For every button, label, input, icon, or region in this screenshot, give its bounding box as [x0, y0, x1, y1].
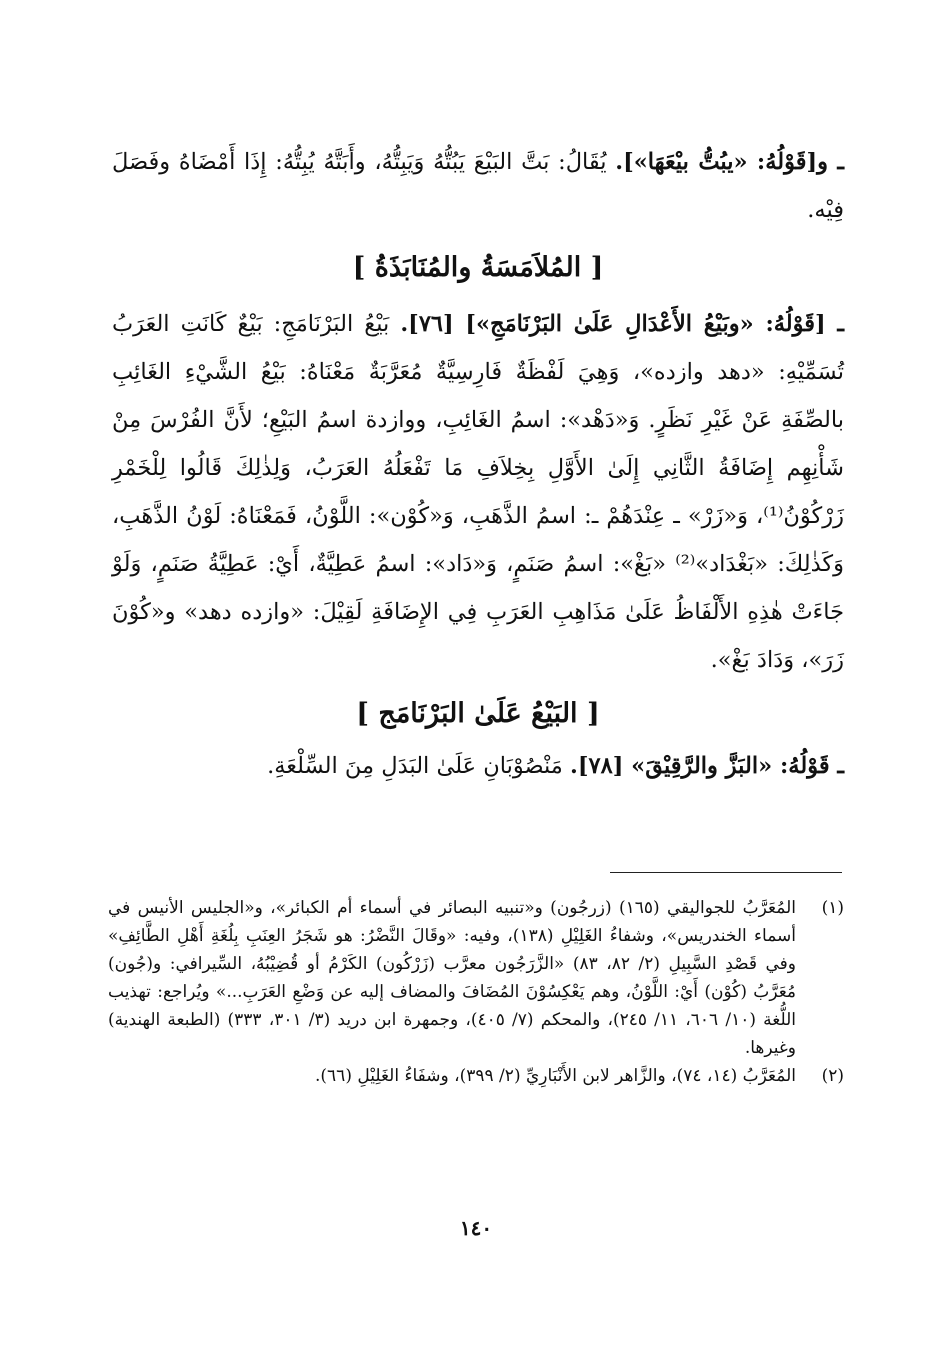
- paragraph-bazz-raqiq: [112, 742, 844, 790]
- footnote-number: (٢): [821, 1066, 844, 1086]
- footnote-text: المُعَرَّبُ للجواليقي (١٦٥) (زرجُون) و«تنبيه البصائر في أسماء أم الكبائر»، و«الجليس الأنيس في أسماء الخندريس»، وشفاءُ الغَلِيْلِ (١٣٨)، وفيه: «وقَالَ النَّضْرُ: هو شَجَرُ العِنَبِ بِلُغَةِ أَهْلِ الطَّائِفِ» وفي قَصْدِ السَّبِيلِ (٢/ ٨٢، ٨٣) «الزَّرَجُون معرَّب (زَرْكُون) الكَرْمُ أو قُضِيْبُهُ، السِّيرافي: و(جُون) مُعَرَّبُ (كُوْن) أَيْ: اللَّوْنُ، وهم يَعْكِسُوْنَ المُضَافَ والمضاف إليه عن وَضْعِ العَرَبِ...» ويُراجع: تهذيب اللُّغة (١٠/ ٦٠٦، ١١/ ٢٤٥)، والمحكم (٧/ ٤٠٥)، وجمهرة ابن دريد (٣/ ٣٠١، ٣٣٣) (الطبعة الهندية) وغيرها.: [108, 898, 797, 1058]
- section-heading-bay-barnamaj: [ البَيْعُ عَلَىٰ البَرْنَامَج ]: [356, 698, 600, 729]
- page-number: ١٤٠: [459, 1216, 493, 1240]
- paragraph-lead: ـ قَوْلُهُ: «البَزَّ والرَّقِيْقَ» [٧٨].: [570, 753, 844, 779]
- footnote-2: [108, 1062, 844, 1090]
- paragraph-text: مَنْصُوْبَانِ عَلَىٰ البَدَلِ مِنَ السِّلْعَةِ.: [267, 753, 563, 779]
- paragraph-text: يُقَالُ: بَتَّ البَيْعَ يَبُتُّهُ وَيَبِتُّهُ، وأَبَتَّهُ يُبِتُّهُ: إِذَا أَمْضَاهُ وفَصَلَ فِيْه.: [112, 149, 844, 223]
- section-heading-mulamasa: [ المُلاَمَسَةُ والمُنَابَذَةُ ]: [352, 252, 604, 283]
- paragraph-bat-al-bay: [112, 138, 844, 234]
- paragraph-text: بَيْعُ البَرْنَامَجِ: بَيْعٌ كَانَتِ العَرَبُ تُسَمِّيْهِ: «دهد وازده»، وَهِيَ لَفْظَةٌ فَارِسِيَّةٌ مُعَرَّبَةٌ مَعْنَاهُ: بَيْعُ الشَّيْءِ الغَائِبِ بالصِّفَةِ عَنْ غَيْرِ نَظَرٍ. وَ«دَهْد»: اسمُ الغَائِبِ، ووازدة اسمُ البَيْعِ؛ لأَنَّ الفُرْسَ مِنْ شَأْنِهِم إِضَافَةُ الثَّانِي إِلَىٰ الأَوَّلِ بِخِلاَفِ مَا تَفْعَلُهُ العَرَبُ، وَلِذٰلِكَ قَالُوا لِلْخَمْرِ زَرْكُوْنُ⁽¹⁾، وَ«زَرْ» ـ عِنْدَهُمْ ـ: اسمُ الذَّهَبِ، وَ«كُوْن»: اللَّوْنُ، فَمَعْنَاهُ: لَوْنُ الذَّهَبِ، وَكَذٰلِكَ: «بَغْدَاد»⁽²⁾ «بَغْ»: اسمُ صَنَمٍ، وَ«دَاد»: اسمُ عَطِيَّةٌ، أَيْ: عَطِيَّةُ صَنَمٍ، وَلَوْ جَاءَتْ هٰذِهِ الأَلْفَاظُ عَلَىٰ مَذَاهِبِ العَرَبِ فِي الإِضَافَةِ لَقِيْلَ: «وازده دهد» و«كُوْنَ زَرَ»، وَدَادَ بَغْ».: [112, 311, 844, 673]
- main-text: [112, 138, 844, 790]
- paragraph-lead: ـ و[قَوْلُهُ: «يبُتُّ بيْعَهَا»].: [615, 149, 844, 175]
- footnotes: [108, 894, 844, 1090]
- footnote-1: [108, 894, 844, 1062]
- footnote-text: المُعَرَّبُ (١٤، ٧٤)، والزَّاهر لابن الأَنْبَارِيِّ (٢/ ٣٩٩)، وشفَاءُ الغَلِيْلِ (٦٦).: [315, 1066, 796, 1086]
- footnote-number: (١): [821, 898, 844, 918]
- paragraph-lead: ـ [قَوْلُهُ: «وبَيْعُ الأَعْدَالِ عَلَىٰ البَرْنَامَجِ»] [٧٦].: [400, 311, 845, 337]
- footnote-separator: [610, 872, 842, 873]
- paragraph-barnamaj: [112, 300, 844, 684]
